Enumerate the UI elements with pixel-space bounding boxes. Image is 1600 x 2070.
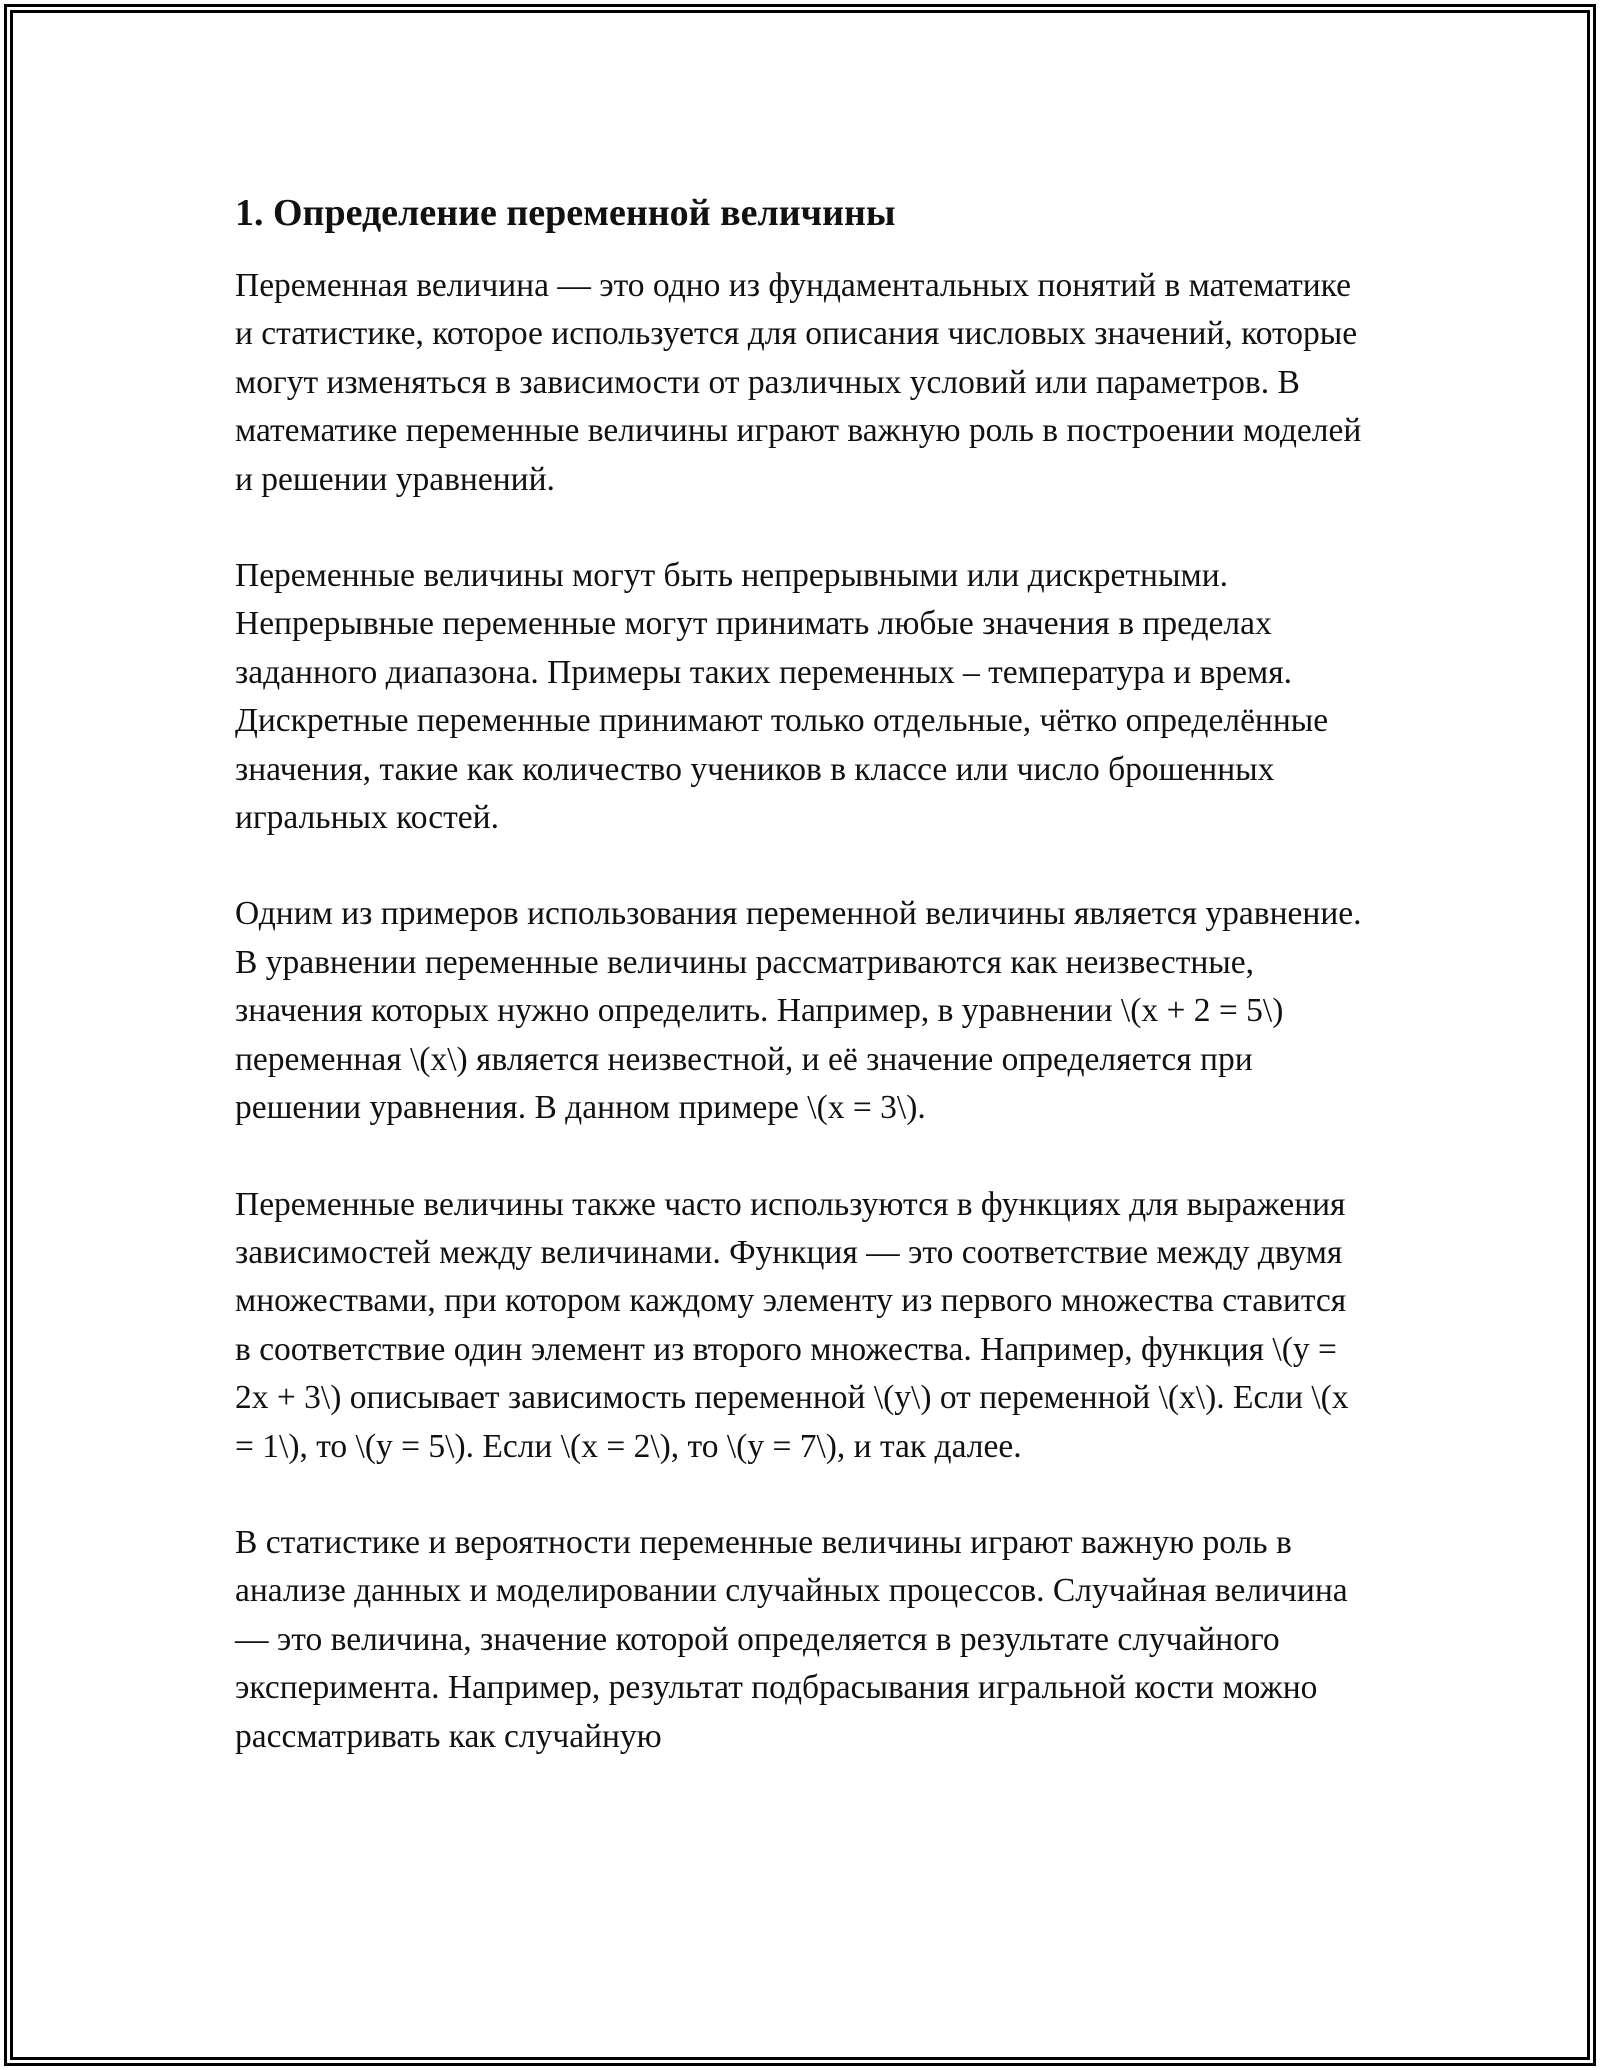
document-body [235,190,1365,1809]
paragraph-continuous-discrete: Переменные величины могут быть непрерывными или дискретными. Непрерывные переменные могут принимать любые значения в пределах заданного диапазона. Примеры таких переменных – температура и время. Дискретные переменные принимают только отдельные, чётко определённые значения, такие как количество учеников в классе или число брошенных игральных костей. [235,557,1329,837]
paragraph-definition: Переменная величина — это одно из фундаментальных понятий в математике и статистике, которое используется для описания числовых значений, которые могут изменяться в зависимости от различных условий или параметров. В математике переменные величины играют важную роль в построении моделей и решении уравнений. [235,267,1362,498]
section-heading: 1. Определение переменной величины [235,192,896,234]
paragraph-function-example: Переменные величины также часто используются в функциях для выражения зависимостей между величинами. Функция — это соответствие между двумя множествами, при котором каждому элементу из первого множества ставится в соответствие один элемент из второго множества. Например, функция \(y = 2x + 3\) описывает зависимость переменной \(y\) от переменной \(x\). Если \(x = 1\), то \(y = 5\). Если \(x = 2\), то \(y = 7\), и так далее. [235,1185,1349,1465]
paragraph-statistics: В статистике и вероятности переменные величины играют важную роль в анализе данных и моделировании случайных процессов. Случайная величина — это величина, значение которой определяется в результате случайного эксперимента. Например, результат подбрасывания игральной кости можно рассматривать как случайную [235,1523,1348,1755]
paragraph-equation-example: Одним из примеров использования переменной величины является уравнение. В уравнении переменные величины рассматриваются как неизвестные, значения которых нужно определить. Например, в уравнении \(x + 2 = 5\) переменная \(x\) является неизвестной, и её значение определяется при решении уравнения. В данном примере \(x = 3\). [235,895,1362,1127]
